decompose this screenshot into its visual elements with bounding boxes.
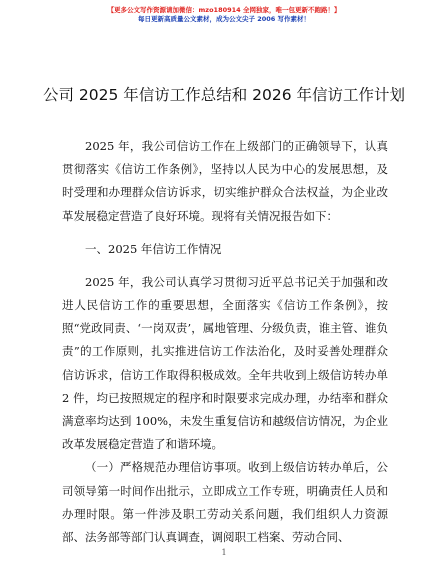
intro-paragraph: 2025 年，我公司信访工作在上级部门的正确领导下，认真贯彻落实《信访工作条例》，坚持以人民为中心的发展思想，及时受理和办理群众信访诉求，切实维护群众合法权益，为企业改革发展稳定营造了良好环境。现将有关情况报告如下： <box>62 139 388 223</box>
page-number: 1 <box>221 548 227 557</box>
promo-banner <box>0 6 448 24</box>
section-1-paragraph-2: （一）严格规范办理信访事项。收到上级信访转办单后，公司领导第一时间作出批示，立即成立工作专班，明确责任人员和办理时限。第一件涉及职工劳动关系问题，我们组织人力资源部、法务部等部门认真调查，调阅职工档案、劳动合同、 <box>62 460 388 545</box>
document-title: 公司 2025 年信访工作总结和 2026 年信访工作计划 <box>42 86 406 104</box>
section-1-paragraph-1: 2025 年，我公司认真学习贯彻习近平总书记关于加强和改进人民信访工作的重要思想，全面落实《信访工作条例》，按照“党政同责、‘一岗双责’，属地管理、分级负责，谁主管、谁负责”的工作原则，扎实推进信访工作法治化，及时妥善处理群众信访诉求，信访工作取得积极成效。全年共收到上级信访转办单 2 件，均已按照规定的程序和时限要求完成办理，办结率和群众满意率均达到 100%，未发生重复信访和越级信访情况，为企业改革发展稳定营造了和谐环境。 <box>62 274 388 452</box>
banner-line-1: 【更多公文写作资源请加微信：mzo180914 全网独家，唯一包更新不跑路！】 <box>107 6 341 14</box>
document-body <box>62 135 388 549</box>
section-1-heading: 一、2025 年信访工作情况 <box>85 241 222 256</box>
banner-line-2: 每日更新高质量公文素材，成为公文尖子 2006 写作素材！ <box>137 15 311 23</box>
